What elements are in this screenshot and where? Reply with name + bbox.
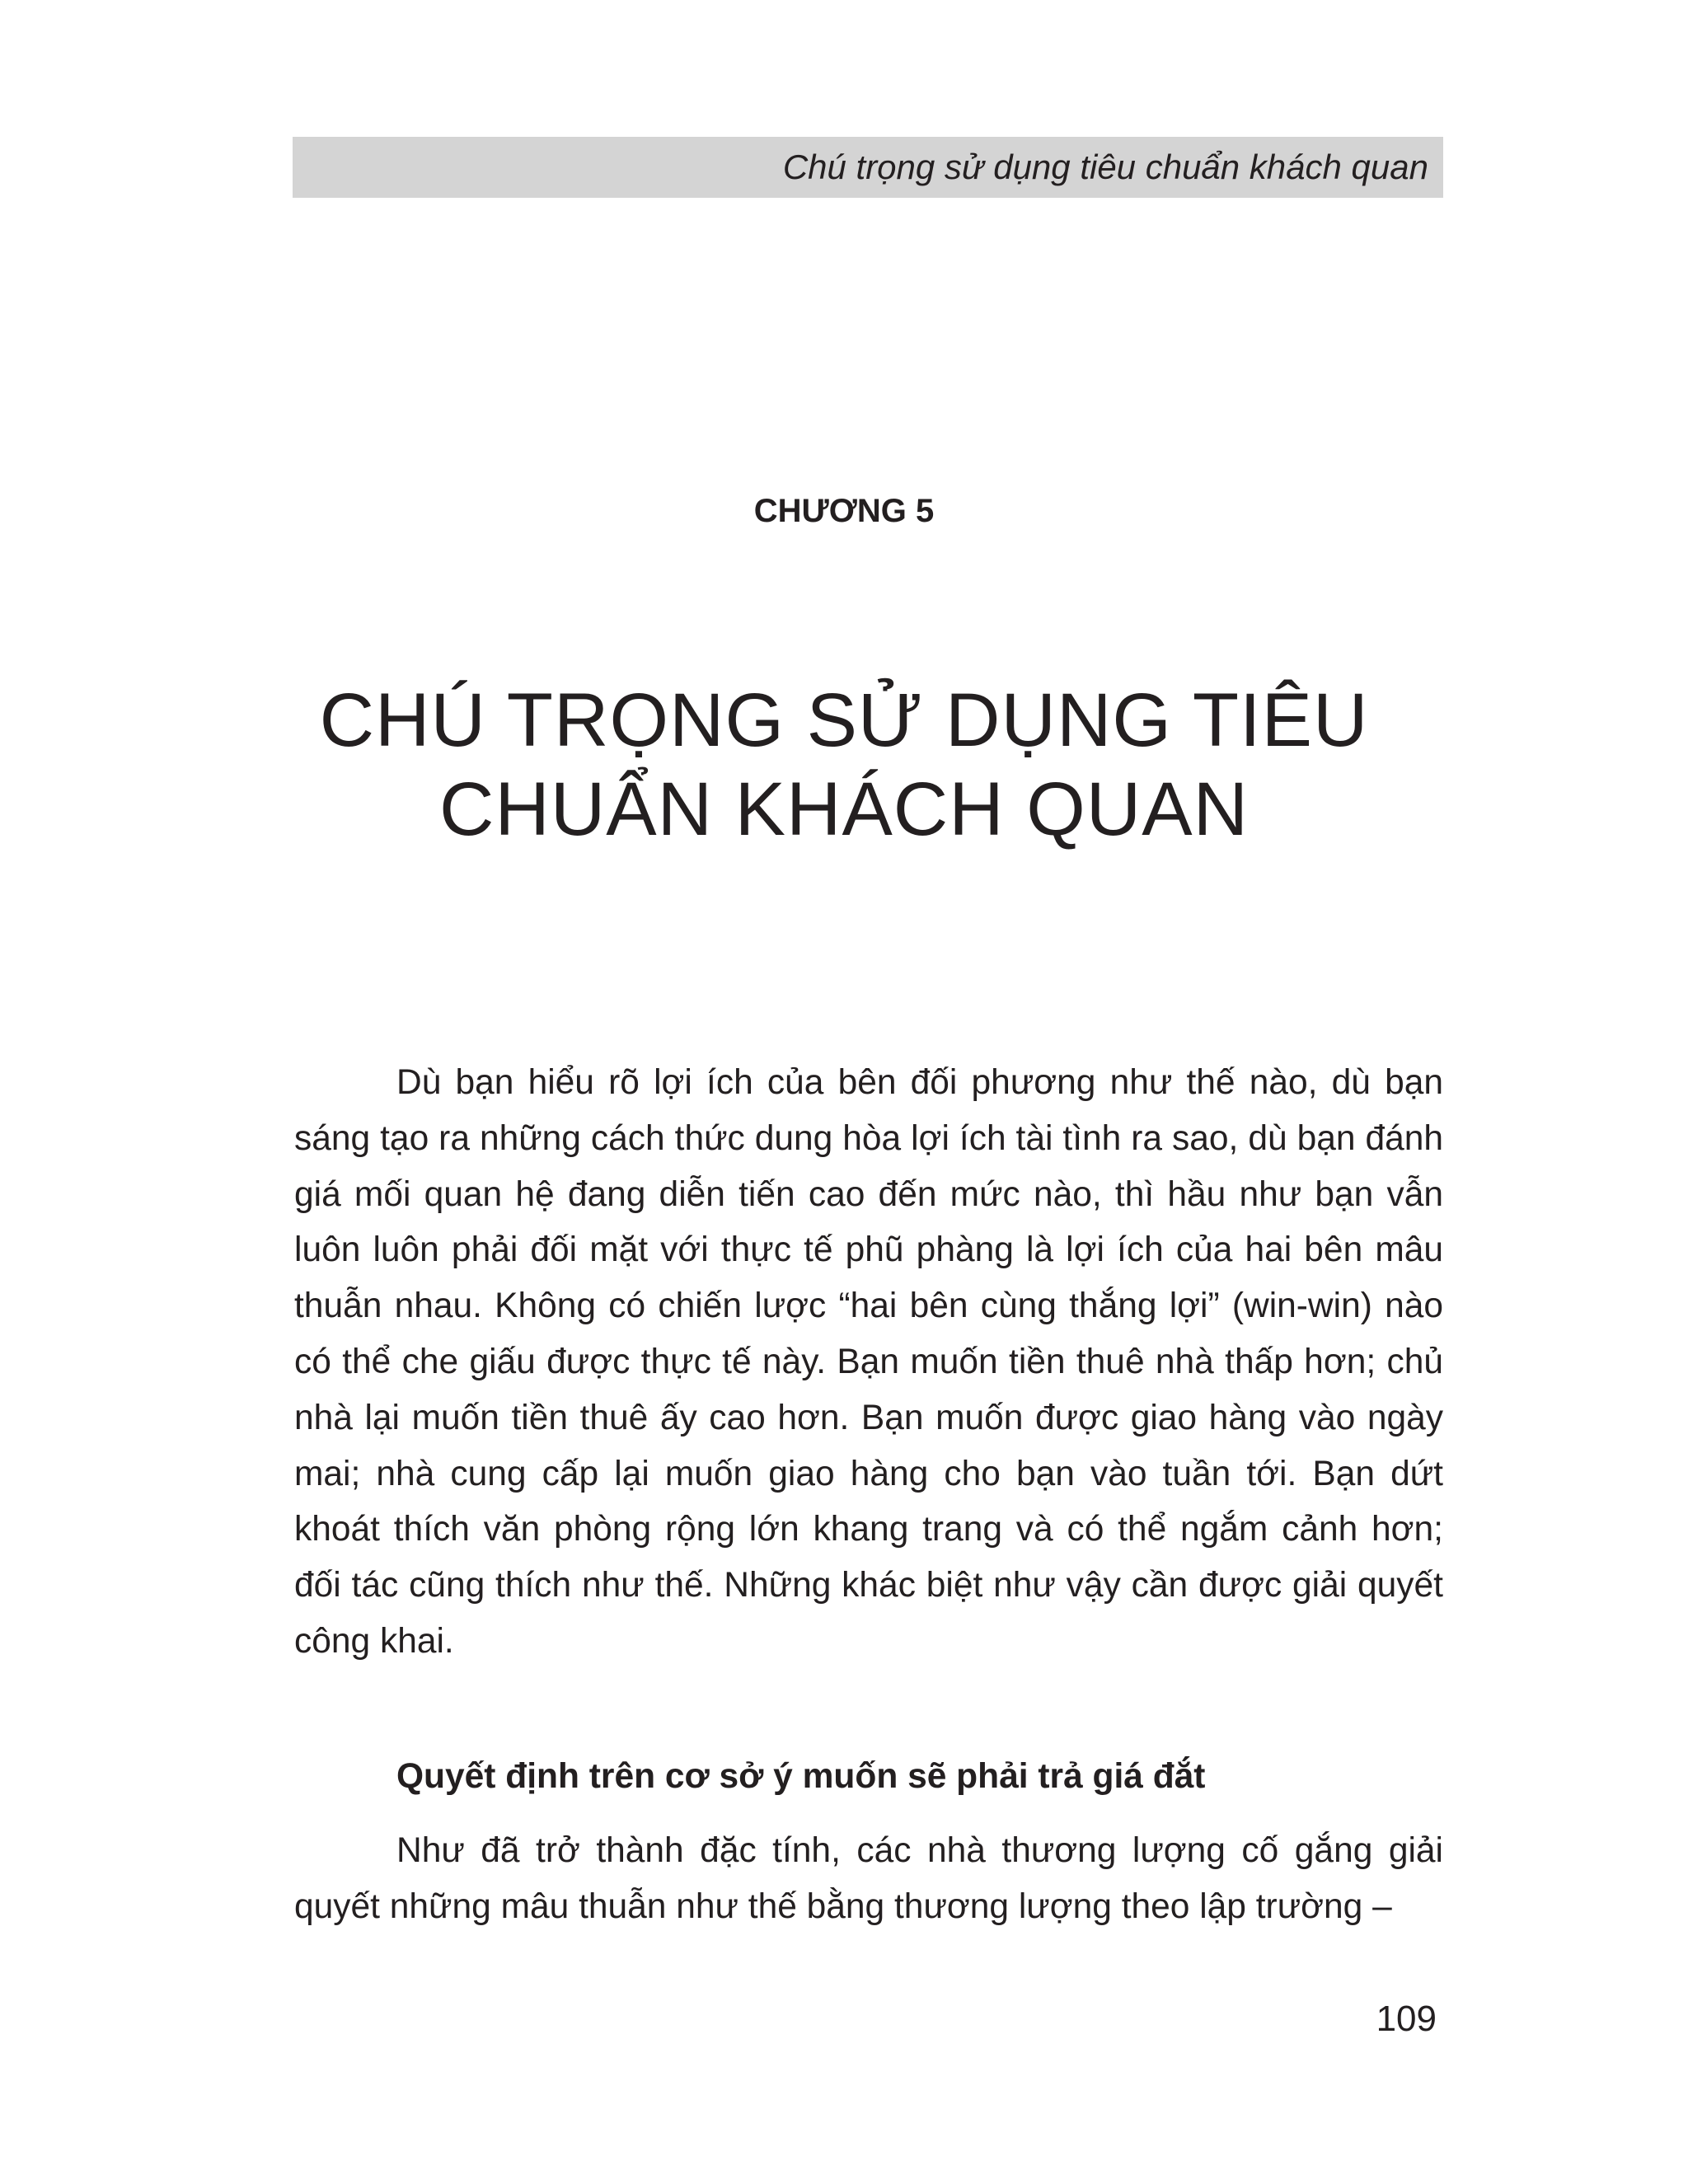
body-paragraph: Dù bạn hiểu rõ lợi ích của bên đối phương như thế nào, dù bạn sáng tạo ra những cách thức dung hòa lợi ích tài tình ra sao, dù bạn đánh giá mối quan hệ đang diễn tiến cao đến mức nào, thì hầu như bạn vẫn luôn luôn phải đối mặt với thực tế phũ phàng là lợi ích của hai bên mâu thuẫn nhau. Không có chiến lược “hai bên cùng thắng lợi” (win-win) nào có thể che giấu được thực tế này. Bạn muốn tiền thuê nhà thấp hơn; chủ nhà lại muốn tiền thuê ấy cao hơn. Bạn muốn được giao hàng vào ngày mai; nhà cung cấp lại muốn giao hàng cho bạn vào tuần tới. Bạn dứt khoát thích văn phòng rộng lớn khang trang và có thể ngắm cảnh hơn; đối tác cũng thích như thế. Những khác biệt như vậy cần được giải quyết công khai.	[294, 1063, 1443, 1661]
section-paragraph: Như đã trở thành đặc tính, các nhà thương lượng cố gắng giải quyết những mâu thuẫn như thế bằng thương lượng theo lập trường –	[294, 1831, 1443, 1926]
running-header-title: Chú trọng sử dụng tiêu chuẩn khách quan	[782, 148, 1428, 186]
page-number: 109	[1376, 1999, 1437, 2039]
chapter-title	[0, 676, 1688, 854]
chapter-title-line: CHUẨN KHÁCH QUAN	[438, 767, 1250, 851]
chapter-title-line: CHÚ TRỌNG SỬ DỤNG TIÊU	[319, 678, 1369, 762]
section-heading: Quyết định trên cơ sở ý muốn sẽ phải trả giá đắt	[396, 1757, 1206, 1796]
running-header	[293, 137, 1443, 198]
chapter-label: CHƯƠNG 5	[753, 493, 935, 529]
